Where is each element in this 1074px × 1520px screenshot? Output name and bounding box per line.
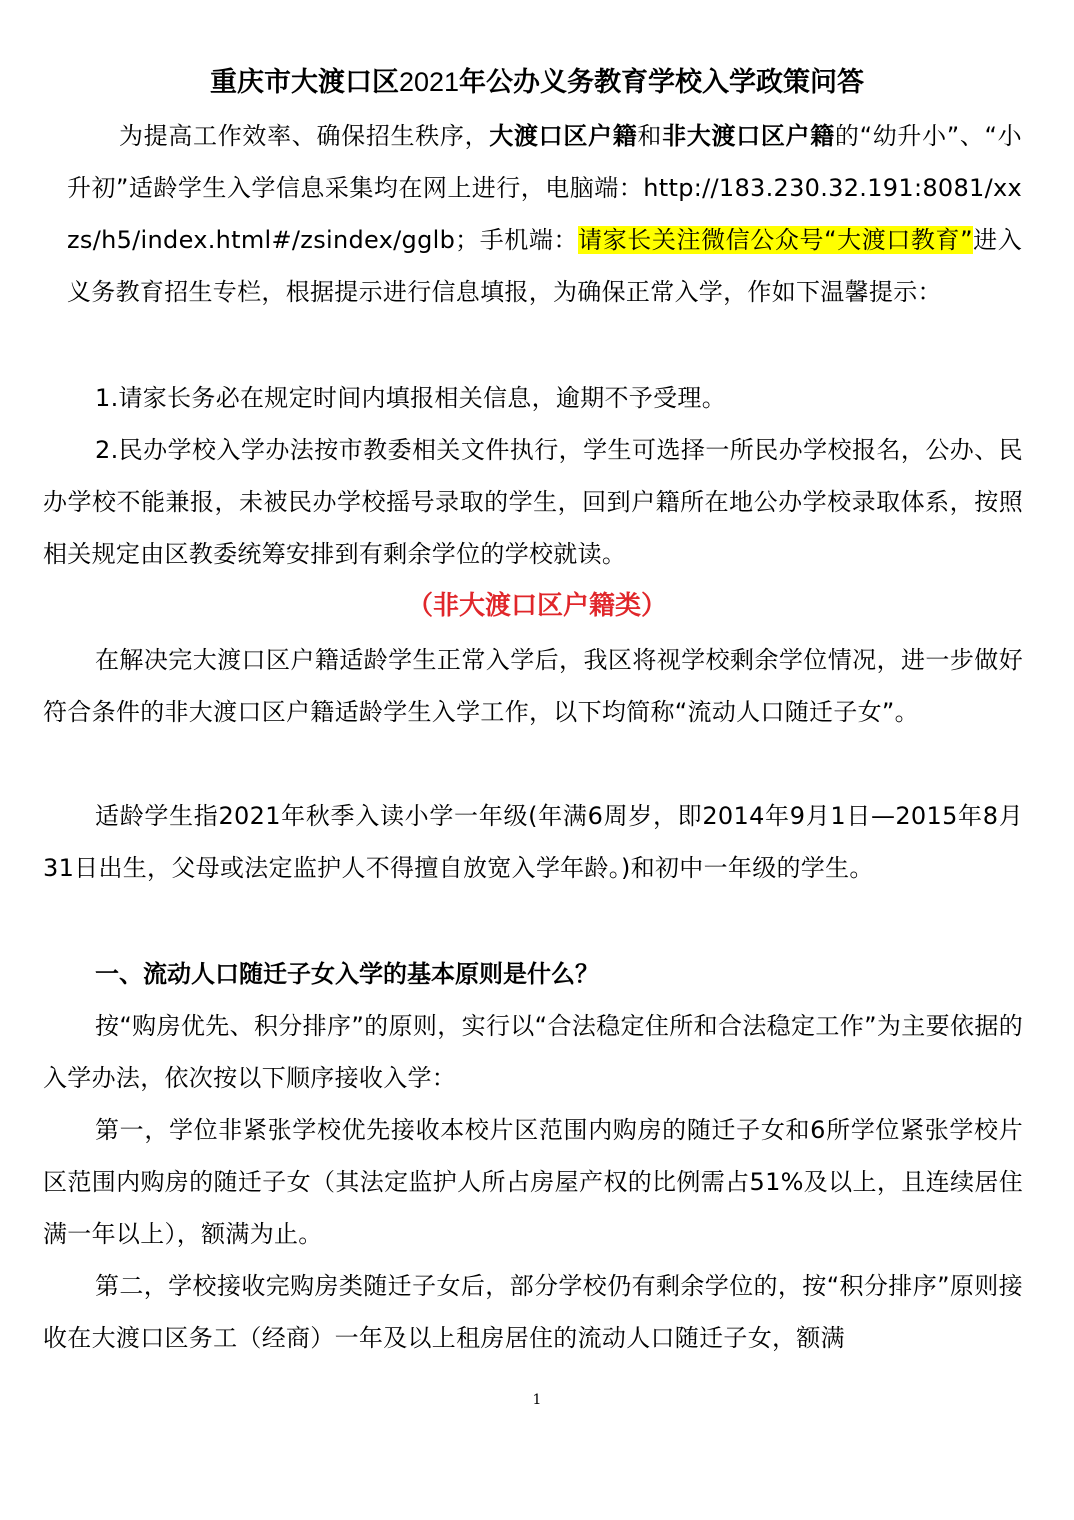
paragraph-d: 第一，学位非紧张学校优先接收本校片区范围内购房的随迁子女和6所学位紧张学校片区范围内购房的随迁子女（其法定监护人所占房屋产权的比例需占51%及以上，且连续居住满一年以上），额满为止。 [43,1116,1023,1248]
page-number: 1 [532,1392,542,1408]
intro-bold-nonlocal: 非大渡口区户籍 [662,122,835,150]
intro-highlight: 请家长关注微信公众号“大渡口教育” [578,226,973,254]
note-2: 2.民办学校入学办法按市教委相关文件执行，学生可选择一所民办学校报名，公办、民办学校不能兼报，未被民办学校摇号录取的学生，回到户籍所在地公办学校录取体系，按照相关规定由区教委统筹安排到有剩余学位的学校就读。 [43,436,1023,568]
intro-text-1: 为提高工作效率、确保招生秩序， [119,122,490,150]
intro-url-link[interactable]: http://183.230.32.191:8081/xxzs/h5/index.html#/zsindex/gglb [67,174,1022,254]
intro-bold-local: 大渡口区户籍 [489,122,638,150]
intro-text-3: 的“幼升小”、“小升初”适龄学生入学信息采集均在网上进行，电脑端： [67,122,1022,202]
intro-paragraph [67,110,1022,318]
question-heading-1: 一、流动人口随迁子女入学的基本原则是什么？ [95,959,599,988]
paragraph-b: 适龄学生指2021年秋季入读小学一年级(年满6周岁，即2014年9月1日—2015年8月31日出生，父母或法定监护人不得擅自放宽入学年龄。)和初中一年级的学生。 [43,802,1023,882]
note-1: 1.请家长务必在规定时间内填报相关信息，逾期不予受理。 [95,384,726,412]
title-part1: 重庆市大渡口区 [209,67,399,98]
document-title [0,62,1074,103]
title-part2: 年公办义务教育学校入学政策问答 [459,67,865,98]
intro-text-5: 进入义务教育招生专栏，根据提示进行信息填报，为确保正常入学，作如下温馨提示： [67,226,1023,306]
paragraph-c: 按“购房优先、积分排序”的原则，实行以“合法稳定住所和合法稳定工作”为主要依据的入学办法，依次按以下顺序接收入学： [43,1012,1023,1092]
paragraph-a: 在解决完大渡口区户籍适龄学生正常入学后，我区将视学校剩余学位情况，进一步做好符合条件的非大渡口区户籍适龄学生入学工作，以下均简称“流动人口随迁子女”。 [43,646,1023,726]
title-year: 2021 [398,67,460,97]
intro-text-4: ；手机端： [455,226,579,254]
paragraph-e: 第二，学校接收完购房类随迁子女后，部分学校仍有剩余学位的，按“积分排序”原则接收在大渡口区务工（经商）一年及以上租房居住的流动人口随迁子女，额满 [43,1272,1023,1352]
section-title: （非大渡口区户籍类） [406,591,667,621]
intro-text-2: 和 [637,122,663,150]
